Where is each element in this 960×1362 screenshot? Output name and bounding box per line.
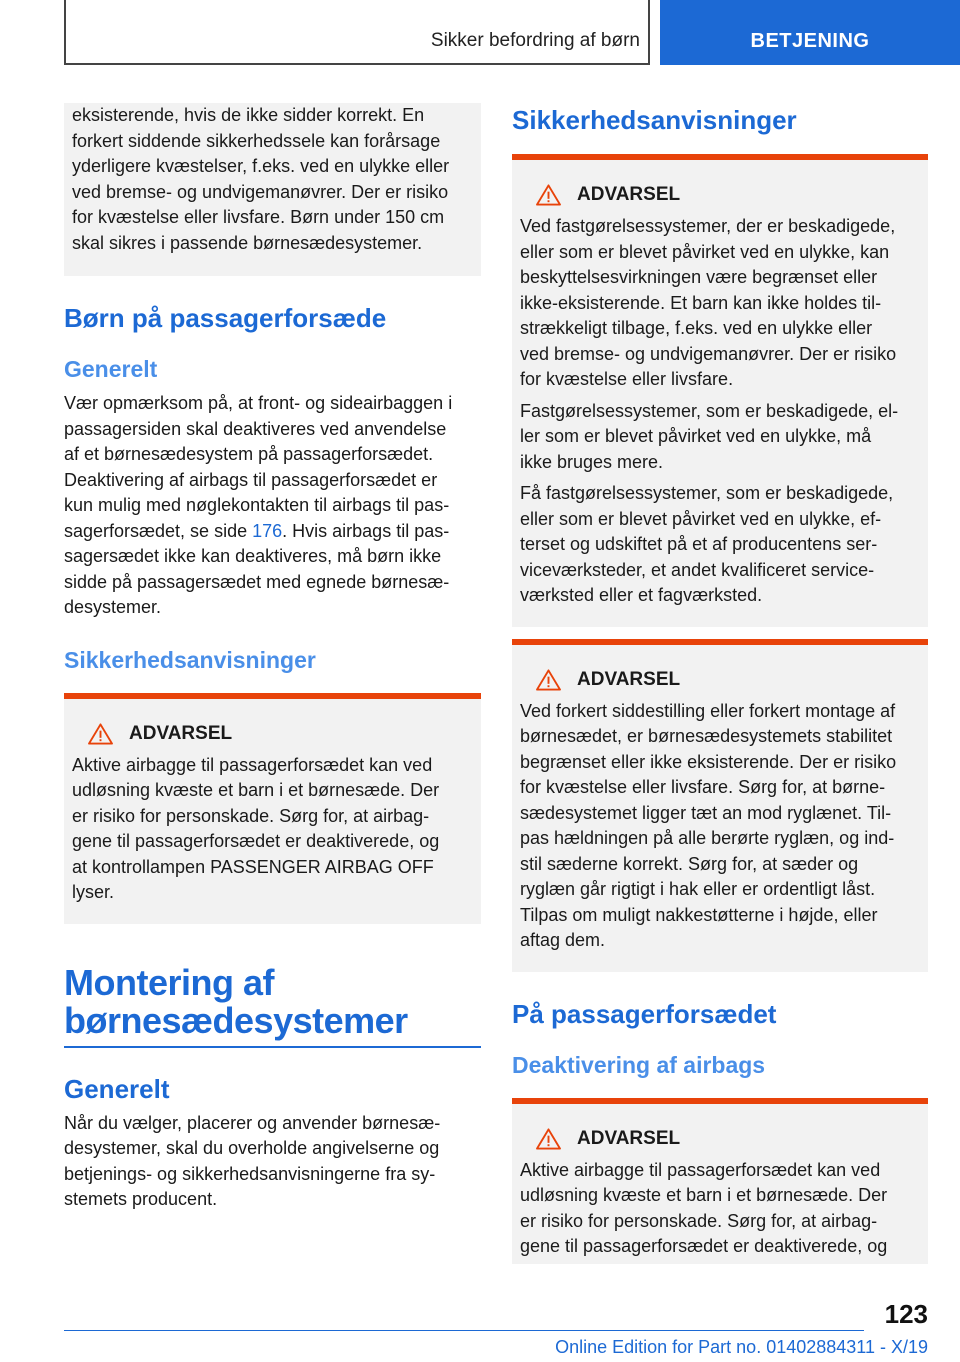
warning-label: ADVARSEL	[577, 668, 681, 690]
text-line: . Hvis airbags til pas-	[282, 520, 450, 541]
text-line: Aktive airbagge til passagerforsædet kan ved	[520, 1159, 881, 1180]
generelt2-text	[64, 1111, 481, 1213]
text-line: gene til passagerforsædet er deaktiverede, og	[72, 831, 440, 851]
text-line: passagersiden skal deaktiveres ved anvendelse	[64, 418, 447, 439]
text-line: beskyttelsesvirkningen være begrænset eller	[520, 267, 878, 287]
text-line: pas hældningen på alle berørte ryglæn, og ind-	[520, 828, 895, 848]
heading-generelt: Generelt	[64, 356, 158, 382]
text-line: at kontrollampen PASSENGER AIRBAG OFF	[72, 856, 434, 877]
text-line: lyser.	[72, 882, 115, 902]
page-number: 123	[884, 1299, 928, 1329]
warning-box	[512, 154, 928, 627]
text-line: viceværksteder, et andet kvalificeret service-	[520, 559, 875, 580]
text-line: eller som er blevet påvirket ved en ulykke, ef-	[520, 508, 882, 529]
text-line: ved bremse- og undvigemanøvrer. Der er risiko	[520, 343, 897, 364]
heading-generelt-2: Generelt	[64, 1073, 170, 1104]
warning-text	[520, 699, 920, 954]
text-line: ryglæn går rigtigt i hak eller er ordentligt låst.	[520, 879, 876, 899]
text-line: eller som er blevet påvirket ved en ulykke, kan	[520, 241, 890, 262]
text-line: forkert siddende sikkerhedssele kan forårsage	[72, 130, 441, 151]
text-line: eksisterende, hvis de ikke sidder korrekt. En	[72, 105, 425, 125]
warning-text	[520, 1158, 920, 1260]
text-line: Ved fastgørelsessystemer, der er beskadigede,	[520, 216, 896, 236]
warning-triangle-icon	[536, 184, 561, 206]
warning-label: ADVARSEL	[577, 184, 681, 205]
page-reference-link[interactable]: 176	[252, 520, 283, 541]
warning-title	[520, 1122, 920, 1156]
footer-rule	[64, 1330, 864, 1331]
text-line: udløsning kvæste et barn i et børnesæde. Der	[520, 1185, 888, 1205]
text-line: betjenings- og sikkerhedsanvisningerne fra sy-	[64, 1163, 436, 1184]
heading-paa-passagerforsaedet: På passagerforsædet	[512, 998, 777, 1029]
text-line: Når du vælger, placerer og anvender børnesæ-	[64, 1112, 441, 1133]
warning-title	[72, 717, 473, 751]
warning-title	[520, 178, 920, 212]
text-line: desystemer.	[64, 597, 162, 617]
chapter-heading-line: børnesædesystemer	[64, 999, 408, 1041]
text-line: børnesædet, er børnesædesystemets stabilitet	[520, 726, 893, 746]
text-line: skal sikres i passende børnesædesystemer.	[72, 232, 423, 253]
text-line: sidde på passagersædet med egnede børnesæ-	[64, 571, 450, 592]
text-line: Vær opmærksom på, at front- og sideairbaggen i	[64, 393, 453, 413]
generelt-text	[64, 391, 481, 621]
text-line: stemets producent.	[64, 1189, 218, 1209]
text-line: stil sæderne korrekt. Sørg for, at sæder og	[520, 853, 859, 874]
text-line: Tilpas om muligt nakkestøtterne i højde, eller	[520, 904, 878, 925]
header-left-rule	[64, 0, 66, 64]
text-line: begrænset eller ikke eksisterende. Der er risiko	[520, 751, 897, 772]
warning-text	[520, 481, 920, 609]
right-column	[512, 100, 928, 1264]
chapter-title: Sikker befordring af børn	[430, 30, 640, 51]
warning-triangle-icon	[536, 1128, 561, 1150]
intro-text	[72, 103, 473, 256]
text-line: Ved forkert siddestilling eller forkert montage af	[520, 700, 896, 721]
text-line: er risiko for personskade. Sørg for, at airbag-	[72, 805, 430, 826]
heading-sikkerhedsanvisninger-right: Sikkerhedsanvisninger	[512, 105, 797, 135]
text-line: Fastgørelsessystemer, som er beskadigede, el-	[520, 400, 899, 421]
warning-title	[520, 663, 920, 697]
text-line: for kvæstelse eller livsfare.	[520, 369, 734, 389]
text-line: for kvæstelse eller livsfare. Børn under 150 cm	[72, 207, 445, 227]
intro-box	[64, 103, 481, 276]
text-line: ler som er blevet påvirket ved en ulykke, må	[520, 426, 872, 446]
warning-triangle-icon	[88, 723, 113, 745]
warning-triangle-icon	[536, 669, 561, 691]
text-line: ikke bruges mere.	[520, 451, 664, 472]
text-line: kun mulig med nøglekontakten til airbags til pas-	[64, 495, 450, 515]
heading-deaktivering-af-airbags: Deaktivering af airbags	[512, 1051, 766, 1078]
left-column	[64, 103, 481, 1213]
warning-box	[512, 1098, 928, 1264]
section-tab[interactable]: BETJENING	[660, 0, 960, 65]
warning-box	[512, 639, 928, 972]
chapter-heading-montering	[64, 961, 481, 1048]
warning-text	[520, 214, 920, 393]
header-right-rule	[648, 0, 650, 64]
warning-label: ADVARSEL	[129, 722, 233, 744]
text-line: terset og udskiftet på et af producentens ser-	[520, 534, 878, 554]
text-line: yderligere kvæstelser, f.eks. ved en ulykke eller	[72, 156, 450, 176]
text-line: sagersædet ikke kan deaktiveres, må børn ikke	[64, 546, 442, 566]
text-line: værksted eller et fagværksted.	[520, 585, 763, 605]
text-line: sædesystemet ligger tæt an mod ryglænet. Til-	[520, 802, 892, 823]
text-line: for kvæstelse eller livsfare. Sørg for, at børne-	[520, 777, 886, 797]
text-line: strækkeligt tilbage, f.eks. ved en ulykke eller	[520, 318, 873, 338]
edition-text: Online Edition for Part no. 01402884311 - X/19	[555, 1337, 928, 1357]
warning-box	[64, 693, 481, 924]
heading-sikkerhedsanvisninger: Sikkerhedsanvisninger	[64, 646, 316, 673]
text-line: ved bremse- og undvigemanøvrer. Der er risiko	[72, 181, 449, 202]
warning-label: ADVARSEL	[577, 1127, 681, 1149]
text-line: Deaktivering af airbags til passagerforsædet er	[64, 469, 438, 490]
text-line: sagerforsædet, se side	[64, 520, 253, 541]
text-line: desystemer, skal du overholde angivelserne og	[64, 1138, 440, 1158]
text-line: gene til passagerforsædet er deaktiverede, og	[520, 1236, 888, 1256]
text-line: aftag dem.	[520, 930, 606, 950]
heading-boern-paa-passagerforsaede: Børn på passagerforsæde	[64, 303, 387, 333]
chapter-heading-line: Montering af	[64, 961, 274, 1003]
warning-text	[72, 753, 473, 906]
text-line: af et børnesædesystem på passagerforsædet.	[64, 444, 434, 464]
warning-text	[520, 399, 920, 476]
text-line: udløsning kvæste et barn i et børnesæde. Der	[72, 780, 440, 800]
text-line: ikke-eksisterende. Et barn kan ikke holdes til-	[520, 292, 882, 313]
text-line: Få fastgørelsessystemer, som er beskadigede,	[520, 483, 894, 503]
text-line: er risiko for personskade. Sørg for, at airbag-	[520, 1210, 878, 1231]
header-bottom-rule	[64, 63, 650, 65]
text-line: Aktive airbagge til passagerforsædet kan ved	[72, 754, 433, 775]
